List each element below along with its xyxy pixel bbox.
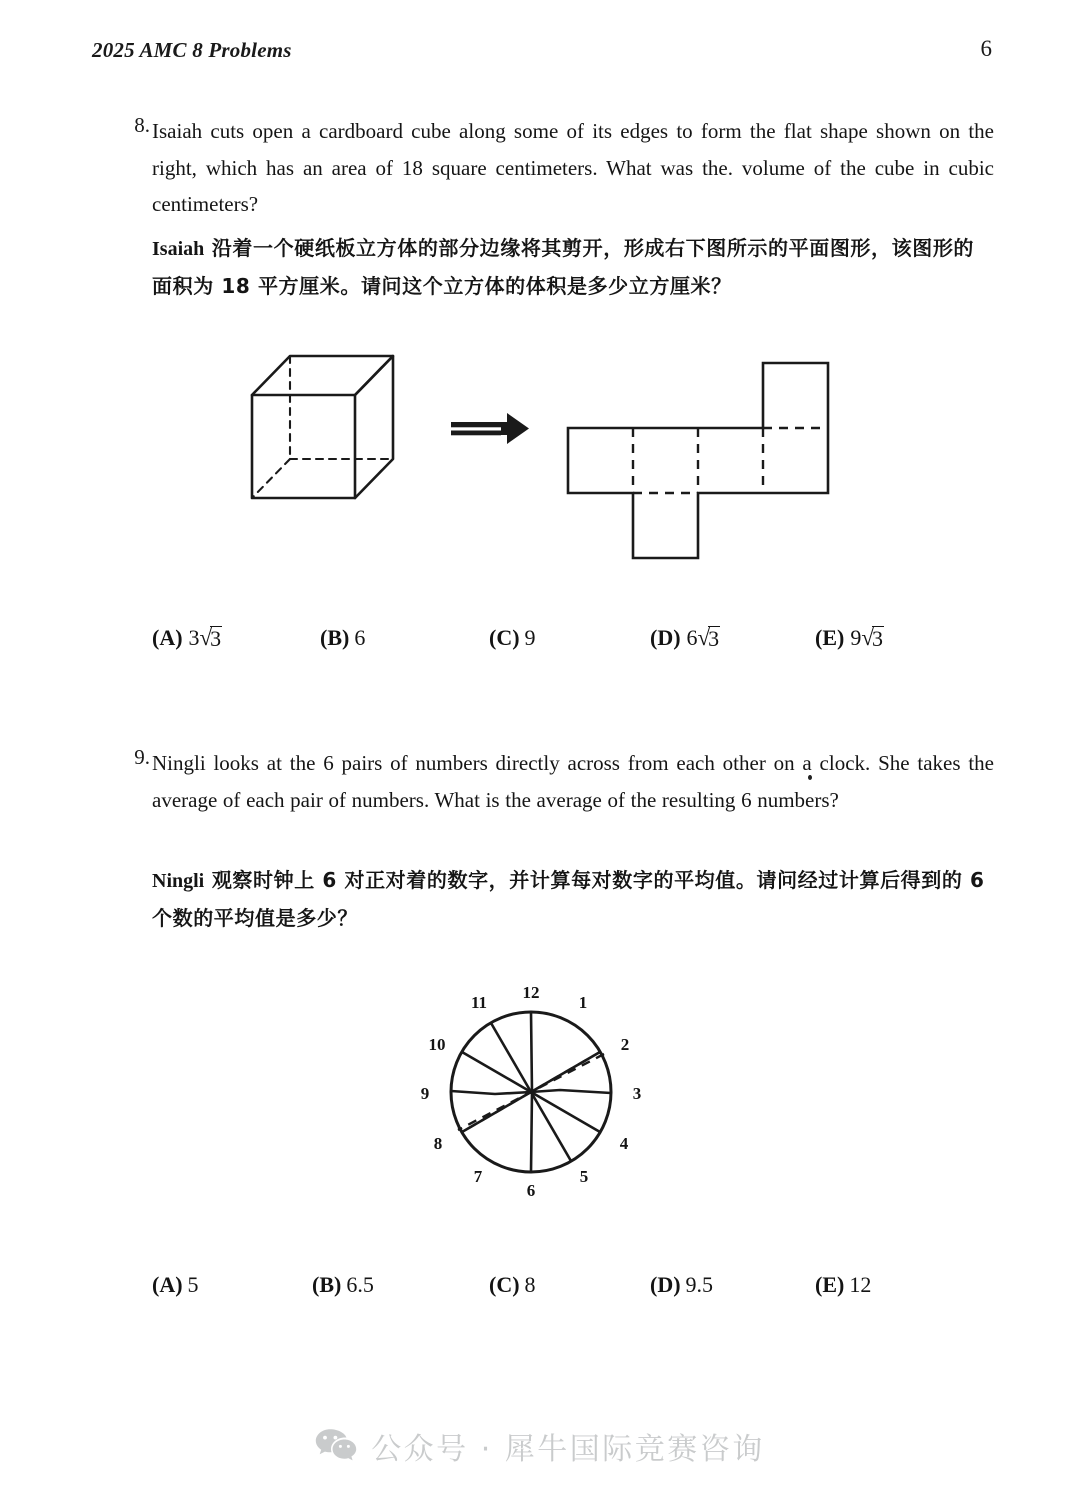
clock-number-2: 2 [620, 1035, 630, 1054]
watermark-text: 公众号 · 犀牛国际竞赛咨询 [371, 1432, 765, 1467]
problem-8-chinese-body: 沿着一个硬纸板立方体的部分边缘将其剪开，形成右下图所示的平面图形，该图形的面积为 18 平方厘米。请问这个立方体的体积是多少立方厘米？ [152, 236, 975, 298]
problem-8-english-text: Isaiah cuts open a cardboard cube along some of its edges to form the flat shape shown on the right, which has an area of 18 square centimeters. What was the. volume of the cube in cubic centimeters? [152, 119, 994, 216]
sqrt-icon: √ [199, 625, 213, 650]
choice-9-E[interactable] [815, 1272, 871, 1298]
double-arrow-icon [451, 413, 529, 444]
problem-8-chinese-lead: Isaiah [152, 238, 205, 260]
choice-9-E-tag: (E) [815, 1272, 845, 1297]
choice-8-E-coefficient: 9 [850, 625, 862, 650]
clock-number-1: 1 [578, 993, 588, 1012]
choice-9-A-tag: (A) [152, 1272, 183, 1297]
problem-9-chinese-text [152, 862, 994, 937]
choice-8-C-tag: (C) [489, 625, 520, 650]
choice-9-D-tag: (D) [650, 1272, 681, 1297]
problem-9-english-text: Ningli looks at the 6 pairs of numbers directly across from each other on a clock. She takes the average of each pair of numbers. What is the average of the resulting 6 numbers? [152, 751, 994, 812]
choice-9-C-tag: (C) [489, 1272, 520, 1297]
choice-8-E-tag: (E) [815, 625, 845, 650]
choice-8-D-tag: (D) [650, 625, 681, 650]
problem-8-chinese-text [152, 230, 994, 305]
problem-9-number: 9. [134, 745, 150, 769]
clock-number-9: 9 [420, 1084, 430, 1103]
choice-9-C[interactable] [489, 1272, 536, 1298]
footer-watermark [0, 1416, 1080, 1476]
problem-9-chinese-lead: Ningli [152, 870, 205, 892]
cube-wireframe-icon [252, 356, 393, 498]
choice-8-A-coefficient: 3 [188, 625, 200, 650]
choice-8-A-radicand: 3 [210, 625, 222, 651]
sqrt-icon: √ [861, 625, 874, 650]
choice-9-E-value: 12 [849, 1272, 872, 1297]
choice-9-C-value: 8 [524, 1272, 536, 1297]
choice-8-C[interactable] [489, 625, 536, 651]
document-title: 2025 AMC 8 Problems [92, 38, 292, 62]
clock-number-10: 10 [428, 1035, 446, 1054]
choice-8-D-radicand: 3 [708, 625, 720, 651]
clock-number-3: 3 [632, 1084, 642, 1103]
choice-8-A-value [188, 625, 223, 651]
figure-clock-diagram [0, 960, 1080, 1225]
choice-8-E-radicand: 3 [871, 625, 883, 651]
figure-cube-to-net [0, 340, 1080, 590]
choice-8-D[interactable] [650, 625, 720, 651]
choice-9-D-value: 9.5 [685, 1272, 714, 1297]
problem-9-chinese-body: 观察时钟上 6 对正对着的数字，并计算每对数字的平均值。请问经过计算后得到的 6 个数的平均值是多少？ [152, 868, 985, 930]
problem-8-number: 8. [134, 113, 150, 137]
choice-8-B[interactable] [320, 625, 365, 651]
choice-8-C-value: 9 [524, 625, 536, 650]
choice-9-B-value: 6.5 [346, 1272, 374, 1297]
clock-number-8: 8 [433, 1134, 443, 1153]
choice-8-E-value [849, 625, 884, 651]
choice-9-A-value: 5 [187, 1272, 199, 1297]
clock-number-4: 4 [619, 1134, 629, 1153]
choice-9-B[interactable] [312, 1272, 374, 1298]
choice-8-D-value [686, 625, 721, 651]
choice-9-A[interactable] [152, 1272, 199, 1298]
choice-8-B-value: 6 [354, 625, 366, 650]
page-header [92, 38, 992, 72]
choice-8-A[interactable] [152, 625, 222, 651]
clock-number-12: 12 [522, 983, 540, 1002]
choice-8-B-tag: (B) [320, 625, 350, 650]
clock-number-11: 11 [470, 993, 488, 1012]
choice-8-A-tag: (A) [152, 625, 183, 650]
choice-8-D-coefficient: 6 [686, 625, 698, 650]
sqrt-icon: √ [697, 625, 711, 650]
clock-number-5: 5 [579, 1167, 589, 1186]
ink-speck [808, 775, 812, 780]
choice-9-D[interactable] [650, 1272, 713, 1298]
choice-9-B-tag: (B) [312, 1272, 342, 1297]
wechat-icon [315, 1428, 357, 1464]
choice-8-E[interactable] [815, 625, 884, 651]
clock-number-6: 6 [526, 1181, 536, 1200]
cube-net-fold-lines [633, 428, 828, 493]
problem-8-choices [0, 625, 1080, 669]
page-number: 6 [980, 36, 992, 61]
problem-9-choices [0, 1272, 1080, 1316]
clock-number-7: 7 [473, 1167, 483, 1186]
